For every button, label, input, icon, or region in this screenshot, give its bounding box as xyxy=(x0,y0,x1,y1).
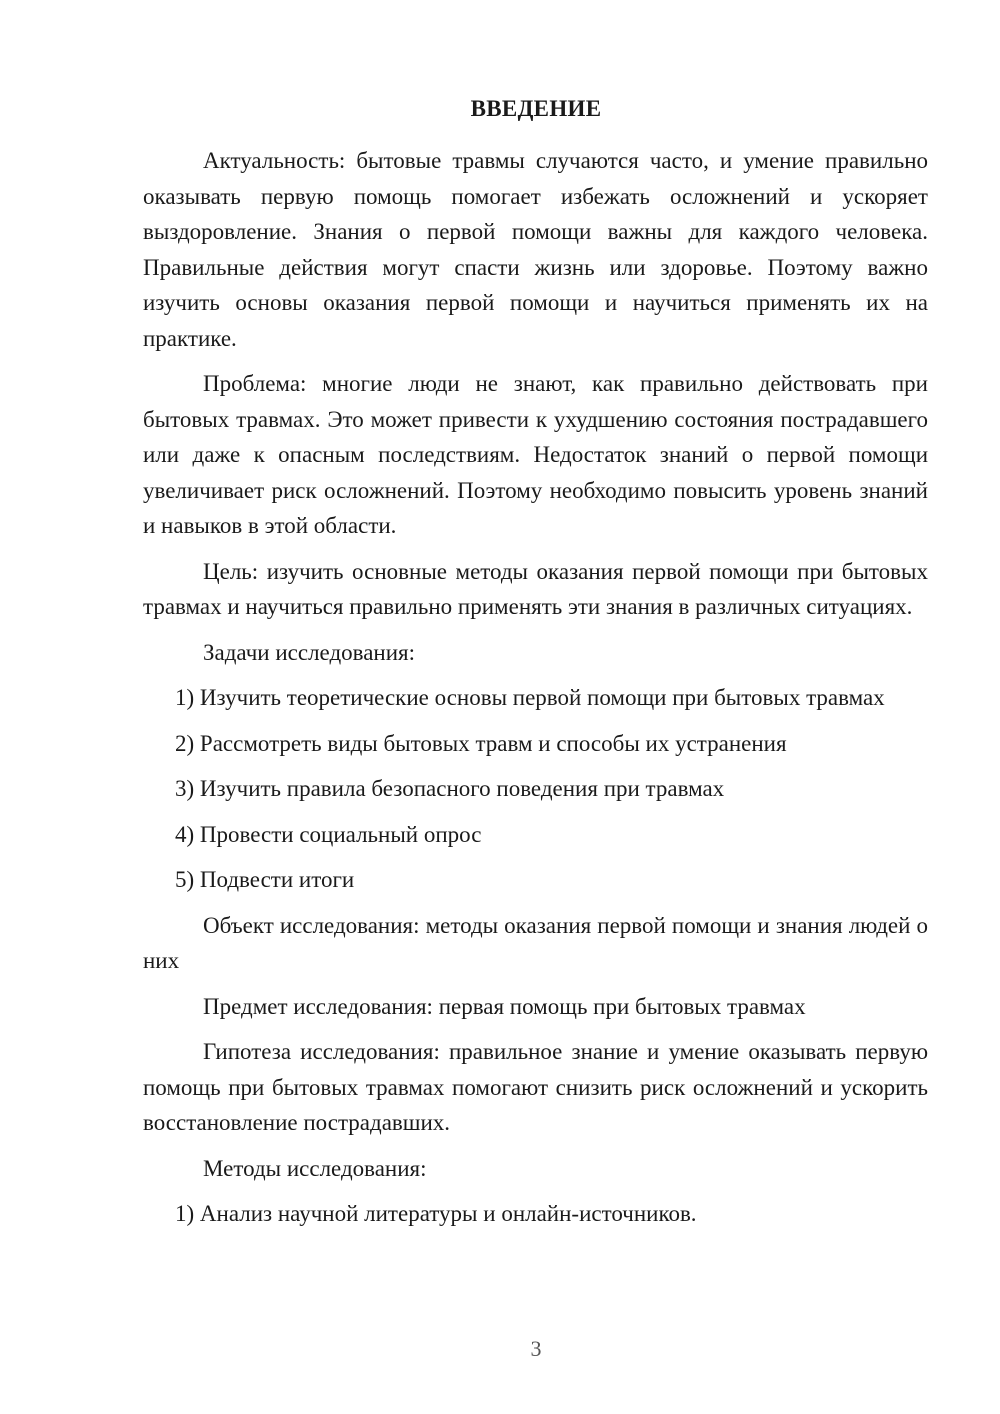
goal-paragraph: Цель: изучить основные методы оказания первой помощи при бытовых травмах и научиться правильно применять эти знания в различных ситуациях. xyxy=(143,558,928,619)
task-item: 4) Провести социальный опрос xyxy=(175,821,482,847)
problem-paragraph: Проблема: многие люди не знают, как правильно действовать при бытовых травмах. Это может привести к ухудшению состояния пострадавшего или даже к опасным последствиям. Недостаток знаний о первой помощи увеличивает риск осложнений. Поэтому необходимо повысить уровень знаний и навыков в этой области. xyxy=(143,371,928,538)
task-item: 3) Изучить правила безопасного поведения при травмах xyxy=(175,776,725,801)
task-item: 1) Изучить теоретические основы первой помощи при бытовых травмах xyxy=(175,685,885,710)
task-item: 2) Рассмотреть виды бытовых травм и способы их устранения xyxy=(175,730,787,756)
page-title: ВВЕДЕНИЕ xyxy=(470,96,602,121)
method-item: 1) Анализ научной литературы и онлайн-источников. xyxy=(175,1201,697,1226)
document-body xyxy=(143,143,928,1242)
methods-heading: Методы исследования: xyxy=(203,1155,427,1181)
task-item: 5) Подвести итоги xyxy=(175,867,355,892)
relevance-paragraph: Актуальность: бытовые травмы случаются часто, и умение правильно оказывать первую помощь помогает избежать осложнений и ускоряет выздоровление. Знания о первой помощи важны для каждого человека. Правильные действия могут спасти жизнь или здоровье. Поэтому важно изучить основы оказания первой помощи и научиться применять их на практике. xyxy=(143,148,928,351)
object-paragraph: Объект исследования: методы оказания первой помощи и знания людей о них xyxy=(143,912,928,973)
hypothesis-paragraph: Гипотеза исследования: правильное знание и умение оказывать первую помощь при бытовых травмах помогают снизить риск осложнений и ускорить восстановление пострадавших. xyxy=(143,1039,928,1135)
tasks-heading: Задачи исследования: xyxy=(203,639,416,665)
page-number: 3 xyxy=(530,1336,542,1361)
subject-paragraph: Предмет исследования: первая помощь при бытовых травмах xyxy=(203,993,806,1019)
